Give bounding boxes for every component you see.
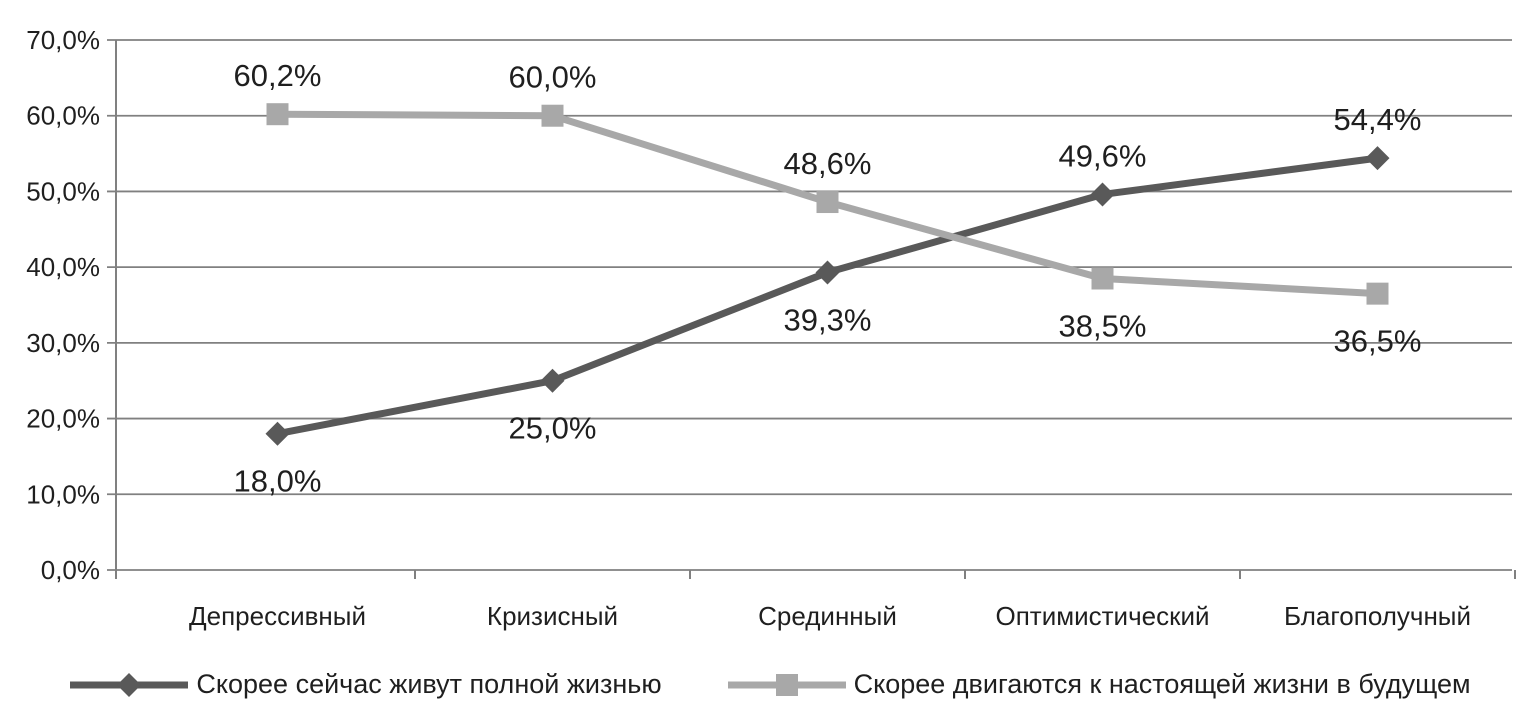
legend-item-live-now [68, 669, 661, 700]
square-marker-icon-s1-p2 [817, 191, 839, 213]
data-label-s1-p0: 60,2% [233, 58, 322, 94]
data-label-s1-p3: 38,5% [1058, 308, 1147, 344]
square-marker-icon-s1-p3 [1092, 268, 1114, 290]
y-axis-tick-label-6: 60,0% [26, 100, 100, 131]
y-axis-tick-label-4: 40,0% [26, 252, 100, 283]
legend-label-move-to-future: Скорее двигаются к настоящей жизни в будущем [853, 669, 1471, 699]
y-axis-tick-label-0: 0,0% [40, 555, 100, 585]
y-axis-tick-label-3: 30,0% [26, 327, 100, 358]
square-marker-icon-s1-p4 [1367, 283, 1389, 305]
diamond-marker-icon-s0-p3 [1091, 182, 1115, 206]
data-label-s0-p3: 49,6% [1058, 138, 1147, 174]
x-axis-category-label-4: Благополучный [1283, 601, 1472, 631]
diamond-marker-icon-s0-p0 [266, 422, 290, 446]
y-axis-tick-label-2: 20,0% [26, 403, 100, 434]
diamond-marker-icon-s0-p1 [541, 369, 565, 393]
data-label-s0-p4: 54,4% [1333, 102, 1422, 138]
data-label-s1-p4: 36,5% [1333, 323, 1422, 359]
data-label-s0-p2: 39,3% [783, 302, 872, 338]
x-axis-category-label-2: Срединный [758, 601, 897, 631]
legend-item-move-to-future [726, 669, 1471, 700]
square-marker-icon-s1-p1 [542, 105, 564, 127]
data-label-s1-p2: 48,6% [783, 146, 872, 182]
square-marker-icon-s1-p0 [267, 103, 289, 125]
data-label-s0-p0: 18,0% [233, 463, 322, 499]
data-label-s0-p1: 25,0% [508, 410, 597, 446]
data-label-s1-p1: 60,0% [508, 59, 597, 95]
x-axis-category-label-3: Оптимистический [995, 601, 1210, 631]
x-axis-category-label-0: Депрессивный [189, 601, 366, 631]
diamond-marker-icon-s0-p2 [816, 260, 840, 284]
diamond-marker-icon-s0-p4 [1366, 146, 1390, 170]
x-axis-category-label-1: Кризисный [486, 601, 619, 631]
legend-square-marker-icon [726, 672, 848, 698]
y-axis-tick-label-1: 10,0% [26, 479, 100, 510]
y-axis-tick-label-5: 50,0% [26, 176, 100, 207]
legend-label-live-now: Скорее сейчас живут полной жизнью [196, 669, 662, 699]
legend-diamond-marker-icon [68, 672, 190, 698]
chart-legend [0, 646, 1539, 723]
y-axis-tick-label-7: 70,0% [26, 25, 100, 55]
